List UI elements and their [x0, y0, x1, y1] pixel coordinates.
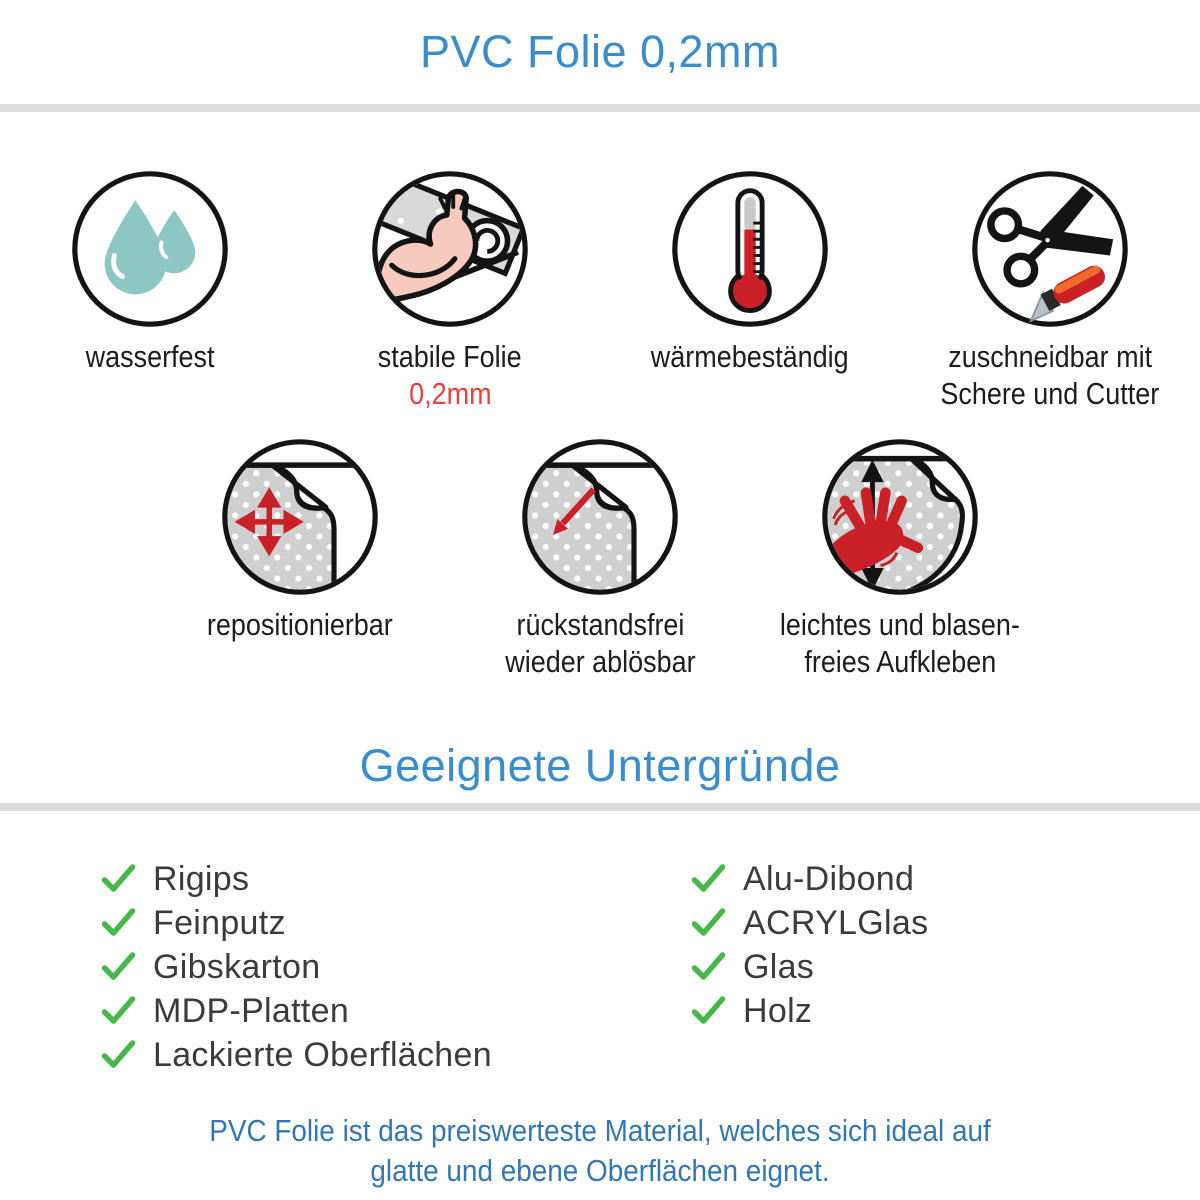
footer-note-line2: glatte und ebene Oberflächen eignet. [370, 1153, 830, 1188]
substrate-label: Gibskarton [153, 947, 321, 986]
list-item [100, 945, 690, 989]
check-icon [100, 907, 137, 939]
feature-waterproof [0, 168, 300, 412]
feature-residue-free [450, 436, 750, 680]
feature-label-line2: freies Aufkleben [804, 644, 996, 679]
list-item [100, 857, 690, 901]
substrates-column-left [100, 857, 690, 1077]
substrates-list [100, 857, 1200, 1077]
check-icon [100, 995, 137, 1027]
feature-row-2 [0, 436, 1200, 680]
feature-label: rückstandsfrei [516, 607, 684, 642]
list-item [690, 989, 1200, 1033]
strong-film-icon [369, 168, 531, 330]
page-title: PVC Folie 0,2mm [419, 26, 781, 77]
feature-label: wärmebeständig [651, 339, 849, 374]
bubble-free-icon [819, 436, 981, 598]
feature-row-1 [0, 168, 1200, 412]
feature-label: leichtes und blasen- [780, 607, 1020, 642]
list-item [690, 945, 1200, 989]
check-icon [690, 951, 727, 983]
list-item [100, 901, 690, 945]
check-icon [690, 907, 727, 939]
feature-label: wasserfest [85, 339, 215, 374]
footer-note-line1: PVC Folie ist das preiswerteste Material, welches sich ideal auf [209, 1113, 991, 1148]
feature-repositionable [150, 436, 450, 680]
feature-bubble-free [750, 436, 1050, 680]
list-item [690, 857, 1200, 901]
substrates-heading: Geeignete Untergründe [359, 740, 841, 791]
feature-label-line2: wieder ablösbar [504, 644, 696, 679]
list-item [100, 989, 690, 1033]
check-icon [100, 951, 137, 983]
substrate-label: MDP-Platten [153, 991, 350, 1030]
feature-label: repositionierbar [207, 607, 393, 642]
feature-cuttable [900, 168, 1200, 412]
divider [0, 104, 1200, 112]
list-item [690, 901, 1200, 945]
substrate-label: Alu-Dibond [743, 859, 915, 898]
substrate-label: Feinputz [153, 903, 286, 942]
scissors-cutter-icon [969, 168, 1131, 330]
check-icon [690, 863, 727, 895]
substrate-label: Glas [743, 947, 815, 986]
feature-heat-resistant [600, 168, 900, 412]
residue-free-icon [519, 436, 681, 598]
substrate-label: Lackierte Oberflächen [153, 1035, 492, 1074]
substrates-column-right [690, 857, 1200, 1077]
check-icon [100, 863, 137, 895]
feature-sublabel: 0,2mm [408, 376, 492, 411]
substrate-label: ACRYLGlas [743, 903, 929, 942]
reposition-icon [219, 436, 381, 598]
substrate-label: Rigips [153, 859, 250, 898]
check-icon [100, 1039, 137, 1071]
substrate-label: Holz [743, 991, 813, 1030]
water-drops-icon [69, 168, 231, 330]
feature-label: zuschneidbar mit [948, 339, 1152, 374]
list-item [100, 1033, 690, 1077]
check-icon [690, 995, 727, 1027]
footer-note [0, 1111, 1200, 1191]
divider [0, 803, 1200, 811]
thermometer-icon [669, 168, 831, 330]
feature-label-line2: Schere und Cutter [940, 376, 1160, 411]
feature-label: stabile Folie [378, 339, 522, 374]
feature-stable-film [300, 168, 600, 412]
